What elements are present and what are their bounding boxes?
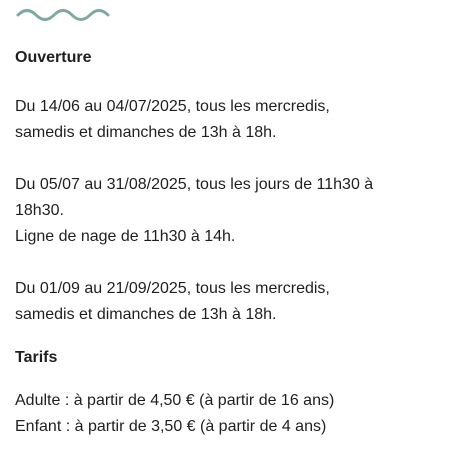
wave-divider-icon xyxy=(16,6,110,22)
prices-heading: Tarifs xyxy=(15,349,58,366)
opening-period-3-line-2: samedis et dimanches de 13h à 18h. xyxy=(15,306,277,323)
prices-list xyxy=(15,388,440,440)
opening-heading: Ouverture xyxy=(15,49,92,66)
price-child: Enfant : à partir de 3,50 € (à partir de 4 ans) xyxy=(15,418,327,435)
opening-period-2-line-1: Du 05/07 au 31/08/2025, tous les jours de 11h30 à xyxy=(15,176,374,193)
info-content xyxy=(15,48,440,440)
opening-period-2 xyxy=(15,172,440,250)
opening-period-3-line-1: Du 01/09 au 21/09/2025, tous les mercredis, xyxy=(15,280,330,297)
opening-period-1-line-1: Du 14/06 au 04/07/2025, tous les mercredis, xyxy=(15,98,330,115)
opening-period-1-line-2: samedis et dimanches de 13h à 18h. xyxy=(15,124,277,141)
opening-period-1 xyxy=(15,94,440,146)
opening-period-3 xyxy=(15,276,440,328)
price-adult: Adulte : à partir de 4,50 € (à partir de 16 ans) xyxy=(15,392,335,409)
opening-period-2-line-2: 18h30. xyxy=(15,202,64,219)
opening-period-2-line-3: Ligne de nage de 11h30 à 14h. xyxy=(15,228,236,245)
